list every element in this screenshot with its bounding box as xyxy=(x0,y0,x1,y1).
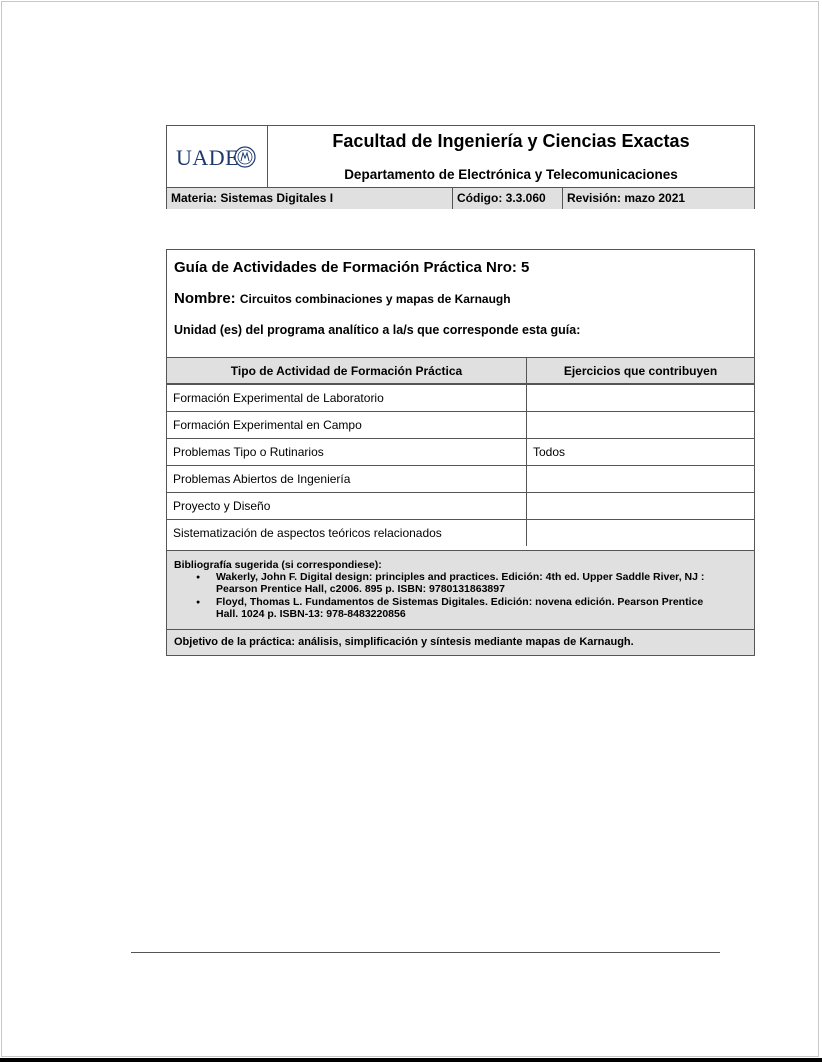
revision-cell: Revisión: mazo 2021 xyxy=(562,188,754,209)
exercises-cell xyxy=(526,520,754,546)
table-row xyxy=(167,384,754,411)
bibliography-title: Bibliografía sugerida (si correspondiese): xyxy=(174,559,382,571)
bibliography-line: Hall. 1024 p. ISBN-13: 978-8483220856 xyxy=(216,607,406,620)
exercises-cell xyxy=(526,412,754,438)
bibliography-line: ● Wakerly, John F. Digital design: principles and practices. Edición: 4th ed. Upper Saddle River, NJ : xyxy=(216,571,705,583)
materia-cell: Materia: Sistemas Digitales I xyxy=(171,191,334,205)
table-row xyxy=(167,411,754,438)
activity-type-cell: Formación Experimental de Laboratorio xyxy=(173,391,384,405)
table-row xyxy=(167,438,754,465)
document-page xyxy=(1,1,819,1057)
header-exercises: Ejercicios que contribuyen xyxy=(526,358,754,383)
exercises-cell: Todos xyxy=(526,439,754,465)
guide-name xyxy=(174,290,511,307)
exercises-cell xyxy=(526,385,754,411)
activity-type-cell: Problemas Tipo o Rutinarios xyxy=(173,445,324,459)
exercises-cell xyxy=(526,493,754,519)
header-activity-type: Tipo de Actividad de Formación Práctica xyxy=(230,364,463,378)
seal-icon xyxy=(234,146,256,168)
document-header xyxy=(166,125,755,209)
uade-logo xyxy=(167,126,268,187)
header-title-block xyxy=(268,126,754,187)
unit-statement: Unidad (es) del programa analítico a la/s que corresponde esta guía: xyxy=(174,323,581,337)
table-row xyxy=(167,519,754,546)
bibliography-item xyxy=(216,597,741,620)
department-title: Departamento de Electrónica y Telecomunicaciones xyxy=(344,167,678,182)
logo-text: UADE xyxy=(176,145,240,170)
table-header-row xyxy=(167,357,754,384)
name-value: Circuitos combinaciones y mapas de Karnaugh xyxy=(239,292,511,306)
activity-type-cell: Problemas Abiertos de Ingeniería xyxy=(173,472,351,486)
practice-objective: Objetivo de la práctica: análisis, simplificación y síntesis mediante mapas de Karnaugh. xyxy=(167,629,754,655)
bottom-edge-bar xyxy=(0,1058,822,1062)
footer-divider xyxy=(131,952,720,953)
exercises-cell xyxy=(526,466,754,492)
bibliography-item xyxy=(216,572,741,595)
activity-type-cell: Formación Experimental en Campo xyxy=(173,418,362,432)
activity-type-cell: Proyecto y Diseño xyxy=(173,499,271,513)
activity-type-cell: Sistematización de aspectos teóricos relacionados xyxy=(173,526,442,540)
name-label: Nombre: xyxy=(174,290,236,307)
guide-box xyxy=(166,249,755,656)
subject-info-row xyxy=(167,187,754,209)
table-row xyxy=(167,492,754,519)
codigo-cell: Código: 3.3.060 xyxy=(452,188,562,209)
bibliography-line: Pearson Prentice Hall, c2006. 895 p. ISBN: 9780131863897 xyxy=(216,582,505,595)
faculty-title: Facultad de Ingeniería y Ciencias Exactas xyxy=(332,131,690,151)
bibliography-line: ● Floyd, Thomas L. Fundamentos de Sistemas Digitales. Edición: novena edición. Pearson Prentice xyxy=(216,596,704,608)
guide-title: Guía de Actividades de Formación Práctica Nro: 5 xyxy=(174,259,530,276)
bibliography-section xyxy=(167,550,754,629)
table-row xyxy=(167,465,754,492)
